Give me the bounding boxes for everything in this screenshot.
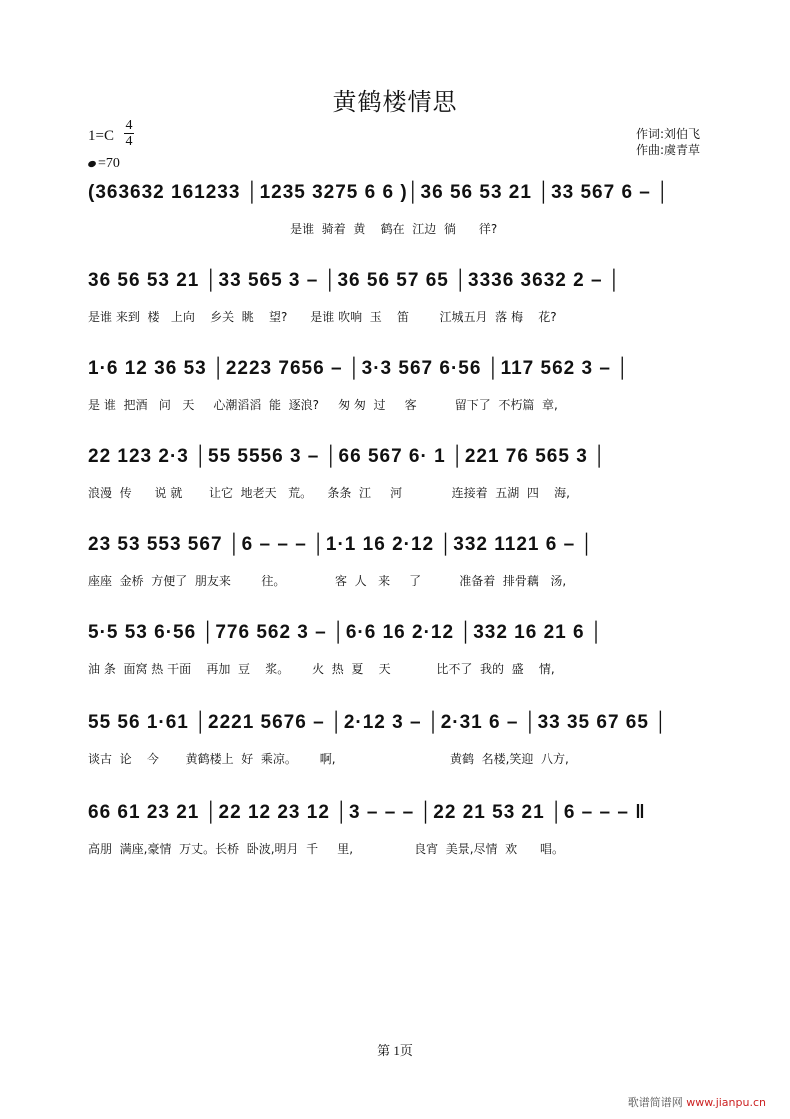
notes-line: 36 56 53 21 │33 565 3 – │36 56 57 65 │3336 3632 2 – │ [88, 270, 622, 291]
lyrics-line: 是谁 骑着 黄 鹤在 江边 徜 徉? [88, 222, 498, 236]
lyrics-line: 油 条 面窝 热 干面 再加 豆 浆。 火 热 夏 天 比不了 我的 盛 情, [88, 662, 555, 676]
notes-line: 1·6 12 36 53 │2223 7656 – │3·3 567 6·56 │117 562 3 – │ [88, 358, 631, 379]
notes-line: 66 61 23 21 │22 12 23 12 │3 – – – │22 21 53 21 │6 – – – ‖ [88, 802, 646, 823]
tempo-value: =70 [98, 156, 120, 171]
time-top: 4 [125, 118, 133, 133]
time-signature [124, 118, 134, 149]
composer: 作曲:虞青草 [636, 143, 701, 157]
lyricist: 作词:刘伯飞 [636, 127, 701, 141]
lyrics-line: 是 谁 把酒 问 天 心潮滔滔 能 逐浪? 匆 匆 过 客 留下了 不朽篇 章, [88, 398, 558, 412]
lyrics-line: 浪漫 传 说 就 让它 地老天 荒。 条条 江 河 连接着 五湖 四 海, [88, 486, 570, 500]
score-title: 黄鹤楼情思 [332, 88, 458, 116]
watermark-url: www.jianpu.cn [686, 1096, 766, 1109]
quarter-note-icon [87, 160, 97, 168]
lyrics-line: 谈古 论 今 黄鹤楼上 好 乘凉。 啊, 黄鹤 名楼,笑迎 八方, [88, 752, 569, 766]
lyrics-line: 座座 金桥 方便了 朋友来 往。 客 人 来 了 准备着 排骨藕 汤, [88, 574, 567, 588]
watermark [628, 1094, 766, 1110]
lyrics-line: 高朋 满座,豪情 万丈。长桥 卧波,明月 千 里, 良宵 美景,尽情 欢 唱。 [88, 842, 565, 856]
notes-line: 5·5 53 6·56 │776 562 3 – │6·6 16 2·12 │332 16 21 6 │ [88, 622, 604, 643]
key-signature: 1=C [88, 128, 114, 144]
page-number: 第 1页 [377, 1043, 413, 1058]
credits [636, 126, 700, 158]
notes-line: 55 56 1·61 │2221 5676 – │2·12 3 – │2·31 6 – │33 35 67 65 │ [88, 712, 669, 733]
watermark-text: 歌谱简谱网 [627, 1096, 683, 1109]
lyrics-line: 是谁 来到 楼 上向 乡关 眺 望? 是谁 吹响 玉 笛 江城五月 落 梅 花? [88, 310, 557, 324]
notes-line: 22 123 2·3 │55 5556 3 – │66 567 6· 1 │221 76 565 3 │ [88, 446, 607, 467]
time-bottom: 4 [125, 134, 133, 149]
tempo [88, 156, 120, 172]
notes-line: (363632 161233 │1235 3275 6 6 )│36 56 53 21 │33 567 6 – │ [88, 182, 671, 203]
notes-line: 23 53 553 567 │6 – – – │1·1 16 2·12 │332 1121 6 – │ [88, 534, 595, 555]
